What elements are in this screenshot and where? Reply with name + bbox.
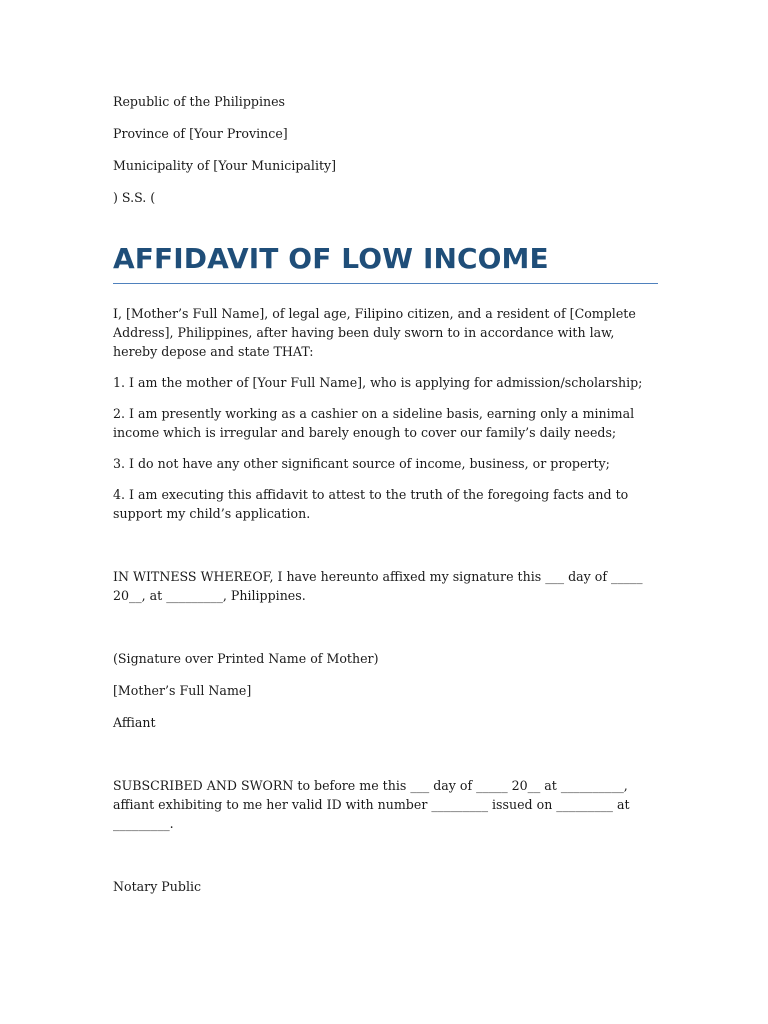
statement-4: 4. I am executing this affidavit to attest to the truth of the foregoing facts and to support my child’s application.: [113, 487, 629, 521]
intro-paragraph: I, [Mother’s Full Name], of legal age, Filipino citizen, and a resident of [Complete Address], Philippines, after having been duly sworn to in accordance with law, hereby depose and state THAT:: [113, 306, 636, 359]
statement-2: 2. I am presently working as a cashier on a sideline basis, earning only a minimal income which is irregular and barely enough to cover our family’s daily needs;: [113, 406, 635, 440]
venue-province: Province of [Your Province]: [113, 126, 288, 141]
signatory-name: [Mother’s Full Name]: [113, 683, 252, 698]
document-title: AFFIDAVIT OF LOW INCOME: [113, 241, 658, 284]
venue-ss: ) S.S. (: [113, 190, 156, 205]
venue-republic: Republic of the Philippines: [113, 94, 286, 109]
witness-clause: IN WITNESS WHEREOF, I have hereunto affixed my signature this ___ day of _____ 20__, at _________, Philippines.: [113, 569, 643, 603]
notary-label: Notary Public: [113, 879, 202, 894]
signatory-role: Affiant: [113, 715, 156, 730]
statement-1: 1. I am the mother of [Your Full Name], who is applying for admission/scholarship;: [113, 375, 643, 390]
affidavit-document: [113, 92, 658, 896]
venue-municipality: Municipality of [Your Municipality]: [113, 158, 337, 173]
signature-label: (Signature over Printed Name of Mother): [113, 651, 379, 666]
statement-3: 3. I do not have any other significant source of income, business, or property;: [113, 456, 610, 471]
jurat-clause: SUBSCRIBED AND SWORN to before me this ___ day of _____ 20__ at __________, affiant exhibiting to me her valid ID with number _________ issued on _________ at _________.: [113, 778, 630, 831]
